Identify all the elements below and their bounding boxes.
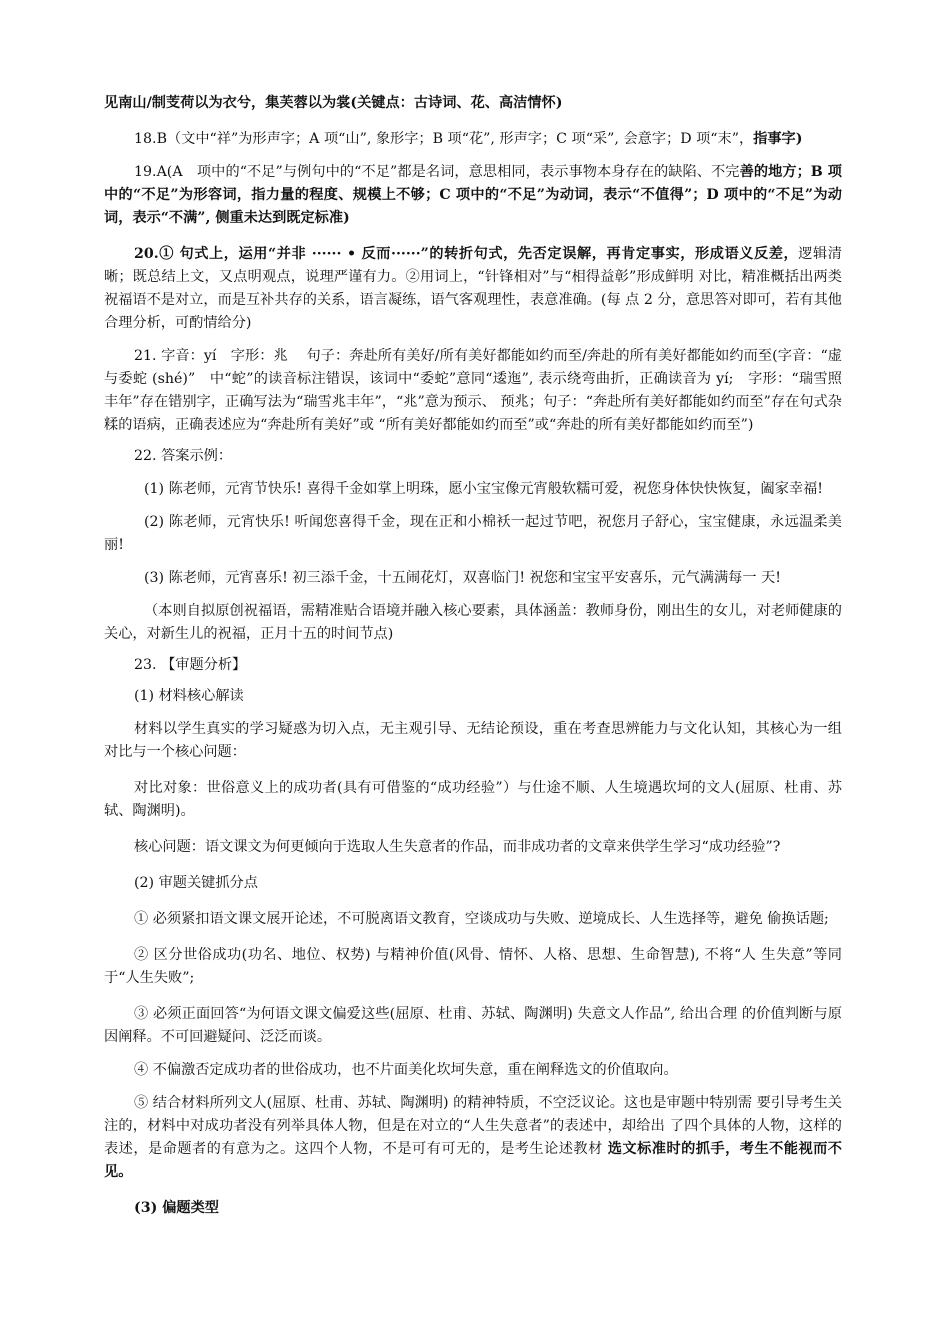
answer-23-heading: 23. 【审题分析】 xyxy=(134,657,247,673)
comparison-objects: 对比对象：世俗意义上的成功者(具有可借鉴的“成功经验”）与仕途不顺、人生境遇坎坷的文人(屈原、杜甫、苏轼、陶渊明)。 xyxy=(104,780,842,819)
key-point-3: ③ 必须正面回答“为何语文课文偏爱这些(屈原、杜甫、苏轼、陶渊明) 失意文人作品”, 给出合理 的价值判断与原因阐释。不可回避疑问、泛泛而谈。 xyxy=(104,1006,842,1045)
core-question: 核心问题：语文课文为何更倾向于选取人生失意者的作品，而非成功者的文章来供学生学习“成功经验”? xyxy=(134,839,781,855)
section-heading-3: (3) 偏题类型 xyxy=(134,1200,219,1216)
answer-18-text: 18.B（文中“祥”为形声字；A 项“山”, 象形字；B 项“花”, 形声字；C 项“采”, 会意字；D 项“末”， xyxy=(134,131,754,147)
key-point-5-bold: 选文标准时的抓手，考生不能视而不见。 xyxy=(104,1141,842,1180)
answer-20-bold: 20.① 句式上，运用“并非 ······ • 反而······”的转折句式，先否定误解，再肯定事实，形成语义反差， xyxy=(134,246,799,262)
answer-18 xyxy=(104,128,842,151)
section-heading-1: (1) 材料核心解读 xyxy=(134,688,244,704)
answer-22-note: （本则自拟原创祝福语，需精准贴合语境并融入核心要素，具体涵盖：教师身份，刚出生的女儿，对老师健康的关心，对新生儿的祝福，正月十五的时间节点) xyxy=(104,603,842,642)
section-heading-2: (2) 审题关键抓分点 xyxy=(134,875,258,891)
answer-22-example-1: (1) 陈老师，元宵节快乐! 喜得千金如掌上明珠，愿小宝宝像元宵般软糯可爱，祝您身体快快恢复，阖家幸福! xyxy=(144,481,823,497)
answer-22-heading: 22. 答案示例： xyxy=(134,448,233,464)
answer-19-bold: 善的地方；B 项中的“不足”为形容词，指力量的程度、规模上不够；C 项中的“不足”为动词，表示“不值得”；D 项中的“不足”为动词，表示“不满”, 侧重未达到既定标准) xyxy=(104,164,842,226)
key-point-4: ④ 不偏激否定成功者的世俗成功，也不片面美化坎坷失意，重在阐释选文的价值取向。 xyxy=(134,1062,678,1078)
material-reading: 材料以学生真实的学习疑惑为切入点，无主观引导、无结论预设，重在考查思辨能力与文化认知，其核心为一组对比与一个核心问题： xyxy=(104,721,842,760)
key-point-2: ② 区分世俗成功(功名、地位、权势) 与精神价值(风骨、情怀、人格、思想、生命智慧), 不将“人 生失意”等同于“人生失败”; xyxy=(104,947,842,986)
answer-18-bold: 指事字) xyxy=(753,131,803,147)
answer-21: 21. 字音：yí 字形：兆 句子：奔赴所有美好/所有美好都能如约而至/奔赴的所有美好都能如约而至(字音：“虚与委蛇 (shé)” 中“蛇”的读音标注错误，该词中“委蛇”意同“逶迤”, 表示绕弯曲折，正确读音为 yí; 字形：“瑞雪照丰年”存在错别字，正确写法为“瑞雪兆丰年”，“兆”意为预示、 预兆；句子：“奔赴所有美好都能如约而至”存在句式杂糅的语病，正确表述应为“奔赴所有美好”或 “所有美好都能如约而至”或“奔赴的所有美好都能如约而至”) xyxy=(104,348,842,433)
answer-22-example-2: (2) 陈老师，元宵快乐! 听闻您喜得千金，现在正和小棉袄一起过节吧，祝您月子舒心，宝宝健康，永远温柔美丽! xyxy=(104,514,842,553)
answer-22-example-3: (3) 陈老师，元宵喜乐! 初三添千金，十五闹花灯，双喜临门! 祝您和宝宝平安喜乐，元气满满每一 天! xyxy=(144,570,781,586)
key-point-5 xyxy=(104,1092,842,1184)
key-point-5-text: ⑤ 结合材料所列文人(屈原、杜甫、苏轼、陶渊明) 的精神特质，不空泛议论。这也是审题中特别需 要引导考生关注的，材料中对成功者没有列举具体人物，但是在对立的“人生失意者”的表述中，却给出 了四个具体的人物，这样的表述，是命题者的有意为之。这四个人物，不是可有可无的，是考生论述教材 xyxy=(104,1095,842,1157)
answer-19-text: 19.A(A 项中的“不足”与例句中的“不足”都是名词，意思相同，表示事物本身存在的缺陷、不完 xyxy=(134,164,740,180)
answer-20 xyxy=(104,243,842,335)
key-point-1: ① 必须紧扣语文课文展开论述，不可脱离语文教育，空谈成功与失败、逆境成长、人生选择等，避免 偷换话题; xyxy=(134,911,829,927)
answer-20-text: 逻辑清晰；既总结上文，又点明观点，说理严谨有力。②用词上，“针锋相对”与“相得益彰”形成鲜明 对比，精准概括出两类祝福语不是对立，而是互补共存的关系，语言凝练，语气客观理性，表意准确。(每 点 2 分，意思答对即可，若有其他合理分析，可酌情给分) xyxy=(104,246,842,331)
answer-19 xyxy=(104,161,842,230)
answer-17-continuation: 见南山/制芰荷以为衣兮，集芙蓉以为裳(关键点：古诗词、花、高洁情怀) xyxy=(104,95,563,111)
